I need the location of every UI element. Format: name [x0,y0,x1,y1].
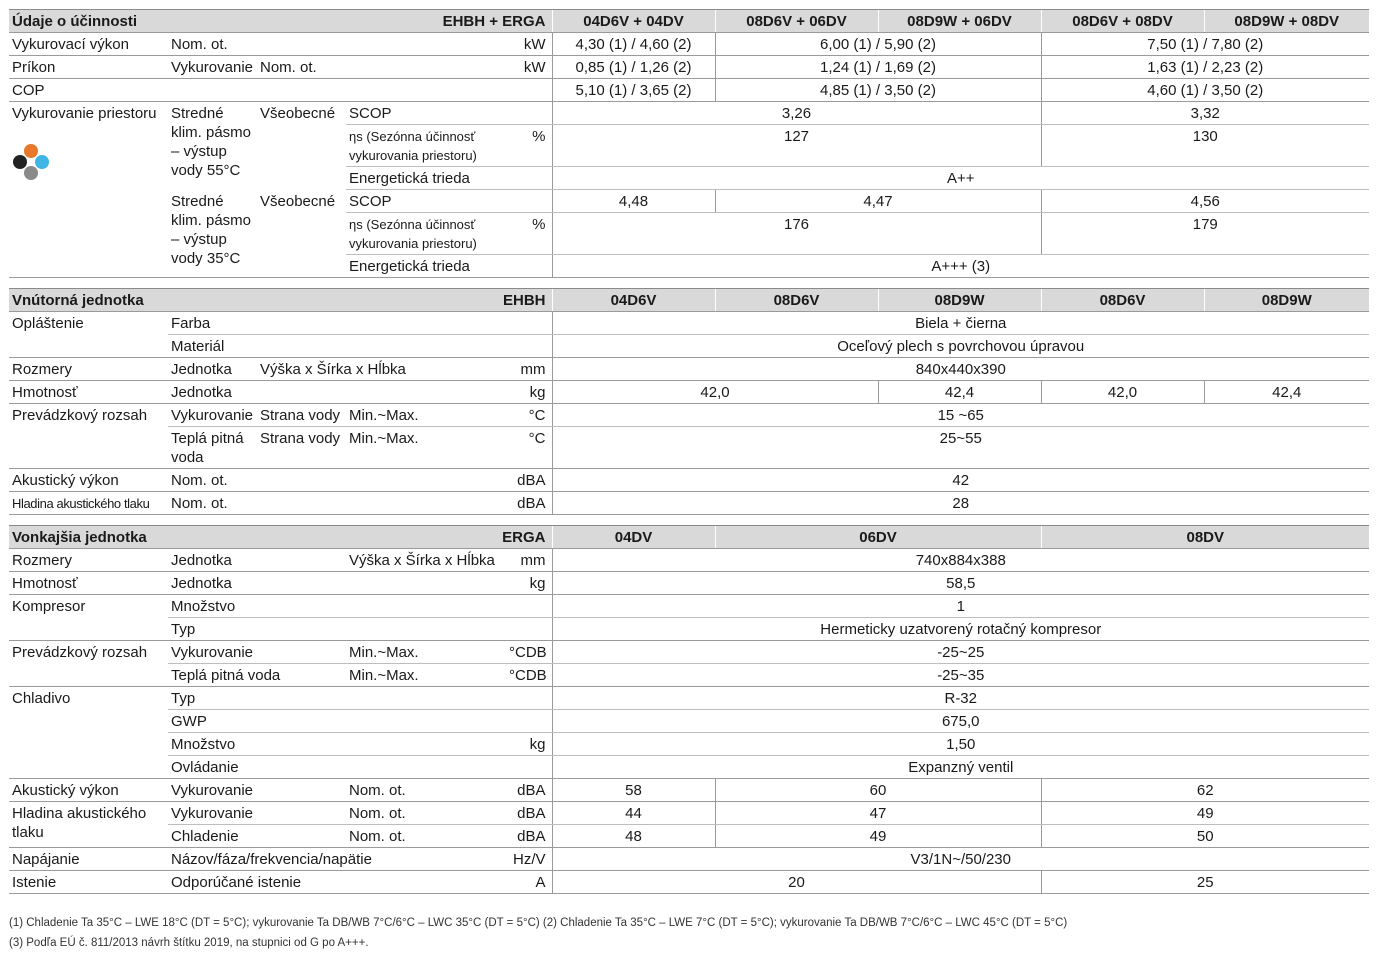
sub-label: Množstvo [168,733,506,756]
indoor-sound-pressure-row [9,492,1369,515]
outdoor-sound-pressure-heating-row [9,802,1369,825]
unit: Hz/V [506,848,552,871]
value: Expanzný ventil [552,756,1369,779]
value: 4,85 (1) / 3,50 (2) [715,79,1041,102]
indoor-col-3: 08D9W [878,289,1041,312]
unit: mm [506,549,552,572]
indoor-col-2: 08D6V [715,289,878,312]
sub-label: Jednotka [168,358,257,381]
unit: % [506,213,552,255]
casing-material-row [9,335,1369,358]
outdoor-model-label: ERGA [346,526,552,549]
unit: °C [506,404,552,427]
indoor-header-row [9,289,1369,312]
value: 1,50 [552,733,1369,756]
sub-label: Vykurovanie [168,404,257,427]
value: V3/1N~/50/230 [552,848,1369,871]
sub-label: Vykurovanie [168,641,346,664]
value: 4,48 [552,190,715,213]
minmax: Min.~Max. [346,641,506,664]
refrigerant-control-row [9,756,1369,779]
unit: kW [506,56,552,79]
unit: dBA [506,492,552,515]
eta-line-1: ηs (Sezónna účinnosť [349,129,476,144]
row-label: Akustický výkon [9,469,168,492]
unit: dBA [506,469,552,492]
scop-label: SCOP [346,190,552,213]
condition: Nom. ot. [257,56,506,79]
row-label: Hladina akustického tlaku [9,492,168,515]
value: -25~25 [552,641,1369,664]
value: 25~55 [552,427,1369,469]
row-label: Hmotnosť [9,381,168,404]
value: 5,10 (1) / 3,65 (2) [552,79,715,102]
minmax: Min.~Max. [346,404,506,427]
indoor-col-4: 08D6V [1041,289,1204,312]
zone55-line: – výstup [171,143,227,160]
value: R-32 [552,687,1369,710]
unit: mm [506,358,552,381]
zone55-line: klim. pásmo [171,124,252,141]
power-input-row [9,56,1369,79]
sub-label: Jednotka [168,381,506,404]
sub-label: Vykurovanie [168,802,346,825]
dhw-line-2: voda [171,449,204,466]
heating-capacity-row [9,33,1369,56]
value: Hermeticky uzatvorený rotačný kompresor [552,618,1369,641]
casing-color-row [9,312,1369,335]
eta-label [346,125,506,167]
energy-class-label: Energetická trieda [346,167,552,190]
indoor-range-dhw-row [9,427,1369,469]
value: 28 [552,492,1369,515]
footnote-1: (1) Chladenie Ta 35°C – LWE 18°C (DT = 5°C); vykurovanie Ta DB/WB 7°C/6°C – LWC 35°C (DT = 5°C) (2) Chladenie Ta 35°C – LWE 7°C (DT = 5°C); vykurovanie Ta DB/WB 7°C/6°C – LWC 45°C (DT = 5°C) [9,917,1068,929]
eta-label [346,213,506,255]
zone55-line: vody 55°C [171,162,241,179]
value: 44 [552,802,715,825]
row-label: Vykurovací výkon [9,33,168,56]
sub-label: Jednotka [168,549,346,572]
zone55-label [168,102,257,190]
value: 3,32 [1041,102,1369,125]
eta-line-2: vykurovania priestoru) [349,148,477,163]
energy-class-label: Energetická trieda [346,255,552,278]
perf-col-1: 04D6V + 04DV [552,10,715,33]
cop-row [9,79,1369,102]
value: 20 [552,871,1041,894]
outdoor-dims-row [9,549,1369,572]
outdoor-range-dhw-row [9,664,1369,687]
row-label: Hmotnosť [9,572,168,595]
value: 48 [552,825,715,848]
value: 1 [552,595,1369,618]
value: A+++ (3) [552,255,1369,278]
value: 127 [552,125,1041,167]
logo-gray-dot [24,166,38,180]
scop55-row [9,102,1369,125]
value: 3,26 [552,102,1041,125]
general-label: Všeobecné [257,190,346,278]
outdoor-col-2: 06DV [715,526,1041,549]
space-heating-label: Vykurovanie priestoru [9,102,168,278]
value: 49 [1041,802,1369,825]
value: 15 ~65 [552,404,1369,427]
power-supply-row [9,848,1369,871]
unit: A [506,871,552,894]
value: 176 [552,213,1041,255]
scop-label: SCOP [346,102,552,125]
outdoor-sound-pressure-cooling-row [9,825,1369,848]
perf-model-label: EHBH + ERGA [346,10,552,33]
value: 740x884x388 [552,549,1369,572]
value: 179 [1041,213,1369,255]
desc: Názov/fáza/frekvencia/napätie [168,848,506,871]
dhw-line-1: Teplá pitná [171,430,244,447]
label-line-1: Hladina akustického [12,805,147,822]
value: 6,00 (1) / 5,90 (2) [715,33,1041,56]
row-label: Príkon [9,56,168,79]
outdoor-range-heating-row [9,641,1369,664]
value: Biela + čierna [552,312,1369,335]
sub-label: Jednotka [168,572,506,595]
desc: Odporúčané istenie [168,871,506,894]
value: 42,4 [1204,381,1369,404]
logo-black-dot [13,155,27,169]
desc: Výška x Šírka x Hĺbka [346,549,506,572]
condition: Nom. ot. [168,469,506,492]
row-label: Kompresor [9,595,168,641]
sub-label: Ovládanie [168,756,552,779]
value: 4,47 [715,190,1041,213]
outdoor-sound-power-row [9,779,1369,802]
sub-label: Materiál [168,335,552,358]
refrigerant-type-row [9,687,1369,710]
space-heating-logo-icon [12,142,50,182]
sub-label: Farba [168,312,552,335]
row-label: Prevádzkový rozsah [9,641,168,687]
minmax: Min.~Max. [346,664,506,687]
unit: °C [506,427,552,469]
perf-col-3: 08D9W + 06DV [878,10,1041,33]
value: Oceľový plech s povrchovou úpravou [552,335,1369,358]
value: 42,4 [878,381,1041,404]
unit: °CDB [506,664,552,687]
row-label: Akustický výkon [9,779,168,802]
minmax: Min.~Max. [346,427,506,469]
desc: Výška x Šírka x Hĺbka [257,358,506,381]
sub-label: Chladenie [168,825,346,848]
value: A++ [552,167,1369,190]
value: 50 [1041,825,1369,848]
water-side: Strana vody [257,427,346,469]
unit: °CDB [506,641,552,664]
unit: dBA [506,825,552,848]
condition: Nom. ot. [168,492,506,515]
value: 4,30 (1) / 4,60 (2) [552,33,715,56]
sub-label [168,427,257,469]
value: 42,0 [552,381,878,404]
row-label: Prevádzkový rozsah [9,404,168,469]
logo-blue-dot [35,155,49,169]
unit: kg [506,733,552,756]
row-label: Chladivo [9,687,168,779]
logo-orange-dot [24,144,38,158]
value: 42,0 [1041,381,1204,404]
zone35-line: vody 35°C [171,249,241,267]
row-label: Opláštenie [9,312,168,358]
value: 42 [552,469,1369,492]
unit: % [506,125,552,167]
compressor-type-row [9,618,1369,641]
value: 62 [1041,779,1369,802]
eta-line-2: vykurovania priestoru) [349,236,477,251]
zone35-line: klim. pásmo [171,211,252,229]
general-label: Všeobecné [260,105,336,122]
indoor-col-1: 04D6V [552,289,715,312]
sub-label: Množstvo [168,595,552,618]
eta-line-1: ηs (Sezónna účinnosť [349,217,476,232]
sub-label: Typ [168,618,552,641]
value: 25 [1041,871,1369,894]
unit: kg [506,572,552,595]
spec-sheet [9,9,1369,894]
spec-table [9,9,1369,894]
scop35-row [9,190,1369,213]
outdoor-title: Vonkajšia jednotka [9,526,346,549]
value: 840x440x390 [552,358,1369,381]
value: 4,60 (1) / 3,50 (2) [1041,79,1369,102]
value: -25~35 [552,664,1369,687]
value: 1,24 (1) / 1,69 (2) [715,56,1041,79]
value: 675,0 [552,710,1369,733]
perf-col-2: 08D6V + 06DV [715,10,878,33]
sub-label: Vykurovanie [168,56,257,79]
value: 60 [715,779,1041,802]
value: 0,85 (1) / 1,26 (2) [552,56,715,79]
unit: kg [506,381,552,404]
row-label: Rozmery [9,358,168,381]
sub-label: Typ [168,687,552,710]
zone35-line: Stredné [171,192,224,210]
perf-col-5: 08D9W + 08DV [1204,10,1369,33]
outdoor-header-row [9,526,1369,549]
label-line-2: tlaku [12,824,44,841]
refrigerant-gwp-row [9,710,1369,733]
row-label: COP [9,79,552,102]
value: 58 [552,779,715,802]
outdoor-col-1: 04DV [552,526,715,549]
value: 58,5 [552,572,1369,595]
condition: Nom. ot. [168,33,506,56]
value: 7,50 (1) / 7,80 (2) [1041,33,1369,56]
value: 49 [715,825,1041,848]
indoor-dims-row [9,358,1369,381]
indoor-col-5: 08D9W [1204,289,1369,312]
indoor-title: Vnútorná jednotka [9,289,346,312]
indoor-range-heating-row [9,404,1369,427]
compressor-qty-row [9,595,1369,618]
row-label: Rozmery [9,549,168,572]
condition: Nom. ot. [346,825,506,848]
zone35-line: – výstup [171,230,227,248]
outdoor-col-3: 08DV [1041,526,1369,549]
value: 4,56 [1041,190,1369,213]
refrigerant-qty-row [9,733,1369,756]
unit: kW [506,33,552,56]
indoor-model-label: EHBH [346,289,552,312]
perf-col-4: 08D6V + 08DV [1041,10,1204,33]
unit: dBA [506,779,552,802]
zone55-line: Stredné [171,105,224,122]
fuse-row [9,871,1369,894]
value: 47 [715,802,1041,825]
row-label [9,802,168,848]
condition: Nom. ot. [346,779,506,802]
sub-label: Vykurovanie [168,779,346,802]
perf-header-row [9,10,1369,33]
unit: dBA [506,802,552,825]
footnote-2: (3) Podľa EÚ č. 811/2013 návrh štítku 2019, na stupnici od G po A+++. [9,937,369,949]
sub-label: GWP [168,710,552,733]
indoor-sound-power-row [9,469,1369,492]
value: 130 [1041,125,1369,167]
outdoor-weight-row [9,572,1369,595]
indoor-weight-row [9,381,1369,404]
water-side: Strana vody [257,404,346,427]
row-label: Napájanie [9,848,168,871]
sub-label: Teplá pitná voda [168,664,346,687]
zone35-label [168,190,257,278]
value: 1,63 (1) / 2,23 (2) [1041,56,1369,79]
perf-title: Údaje o účinnosti [9,10,346,33]
condition: Nom. ot. [346,802,506,825]
row-label: Istenie [9,871,168,894]
